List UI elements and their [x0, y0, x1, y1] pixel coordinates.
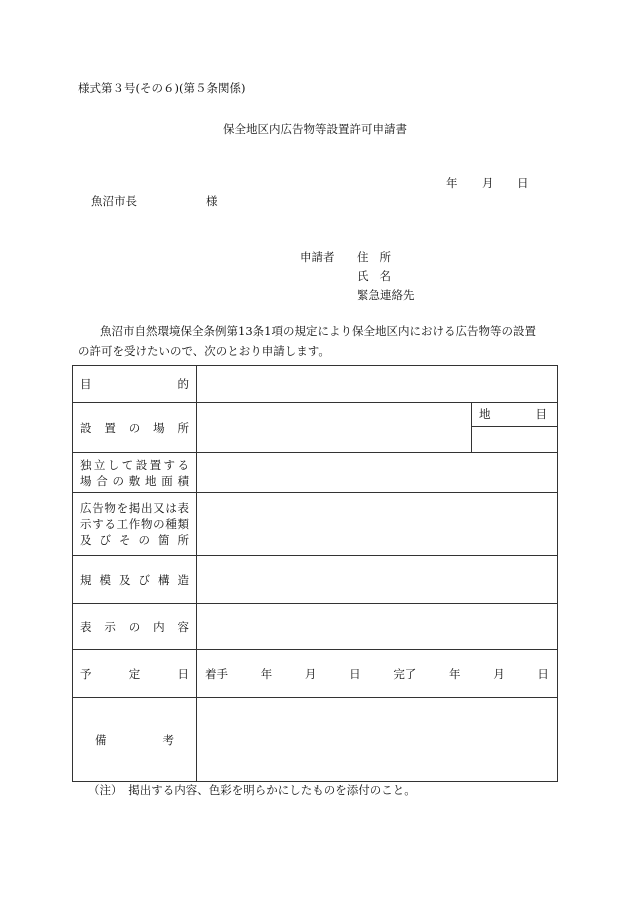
remarks-label: 備 考: [73, 698, 197, 782]
schedule-start-day: 日: [349, 666, 361, 681]
attachment-note: （注） 掲出する内容、色彩を明らかにしたものを添付のこと。: [88, 783, 416, 797]
schedule-start-month: 月: [304, 666, 317, 681]
row-schedule: [73, 650, 558, 698]
structure-type-field[interactable]: [197, 493, 558, 556]
purpose-label: 目 的: [73, 366, 197, 403]
schedule-completion-label: 完了: [393, 666, 417, 681]
scale-structure-label: 規 模 及 び 構 造: [73, 556, 197, 604]
land-category-field[interactable]: [472, 427, 557, 452]
schedule-start-label: 着手: [205, 666, 228, 681]
row-remarks: [73, 698, 558, 782]
row-scale-structure: [73, 556, 558, 604]
body-text-line-1: 魚沼市自然環境保全条例第13条1項の規定により保全地区内における広告物等の設置: [100, 324, 536, 338]
schedule-end-year: 年: [449, 666, 461, 681]
remarks-field[interactable]: [197, 698, 558, 782]
date-year-label: 年: [446, 176, 458, 190]
purpose-field[interactable]: [197, 366, 558, 403]
location-field[interactable]: [197, 403, 472, 453]
addressee-honorific: 様: [206, 194, 218, 208]
addressee-name: 魚沼市長: [91, 194, 137, 208]
site-area-field[interactable]: [197, 453, 558, 493]
row-location: [73, 403, 558, 453]
document-title: 保全地区内広告物等設置許可申請書: [223, 122, 407, 136]
applicant-emergency-contact-label: 緊急連絡先: [357, 288, 415, 302]
display-content-field[interactable]: [197, 604, 558, 650]
body-text-line-2: の許可を受けたいので、次のとおり申請します。: [78, 344, 330, 358]
row-purpose: [73, 366, 558, 403]
land-category-cell: [472, 403, 558, 453]
form-number: 様式第３号(その６)(第５条関係): [78, 81, 246, 95]
schedule-label: 予 定 日: [73, 650, 197, 698]
date-day-label: 日: [517, 176, 529, 190]
schedule-end-day: 日: [537, 666, 549, 681]
applicant-address-label: 住 所: [357, 250, 391, 264]
row-structure-type: [73, 493, 558, 556]
schedule-field[interactable]: [197, 650, 558, 698]
application-form-table: [72, 365, 558, 782]
applicant-name-label: 氏 名: [357, 269, 391, 283]
land-category-label: 地 目: [472, 403, 557, 427]
row-site-area: [73, 453, 558, 493]
row-display-content: [73, 604, 558, 650]
schedule-end-month: 月: [493, 666, 505, 681]
site-area-label: 独 立 し て 設 置 す る 場 合 の 敷 地 面 積: [73, 453, 197, 493]
schedule-start-year: 年: [260, 666, 273, 681]
scale-structure-field[interactable]: [197, 556, 558, 604]
structure-type-label: 広 告 物 を 掲 出 又 は 表 示 す る 工 作 物 の 種 類 及 び そ の 箇 所: [73, 493, 197, 556]
applicant-label: 申請者: [300, 250, 335, 264]
location-label: 設 置 の 場 所: [73, 403, 197, 453]
display-content-label: 表 示 の 内 容: [73, 604, 197, 650]
date-month-label: 月: [482, 176, 494, 190]
